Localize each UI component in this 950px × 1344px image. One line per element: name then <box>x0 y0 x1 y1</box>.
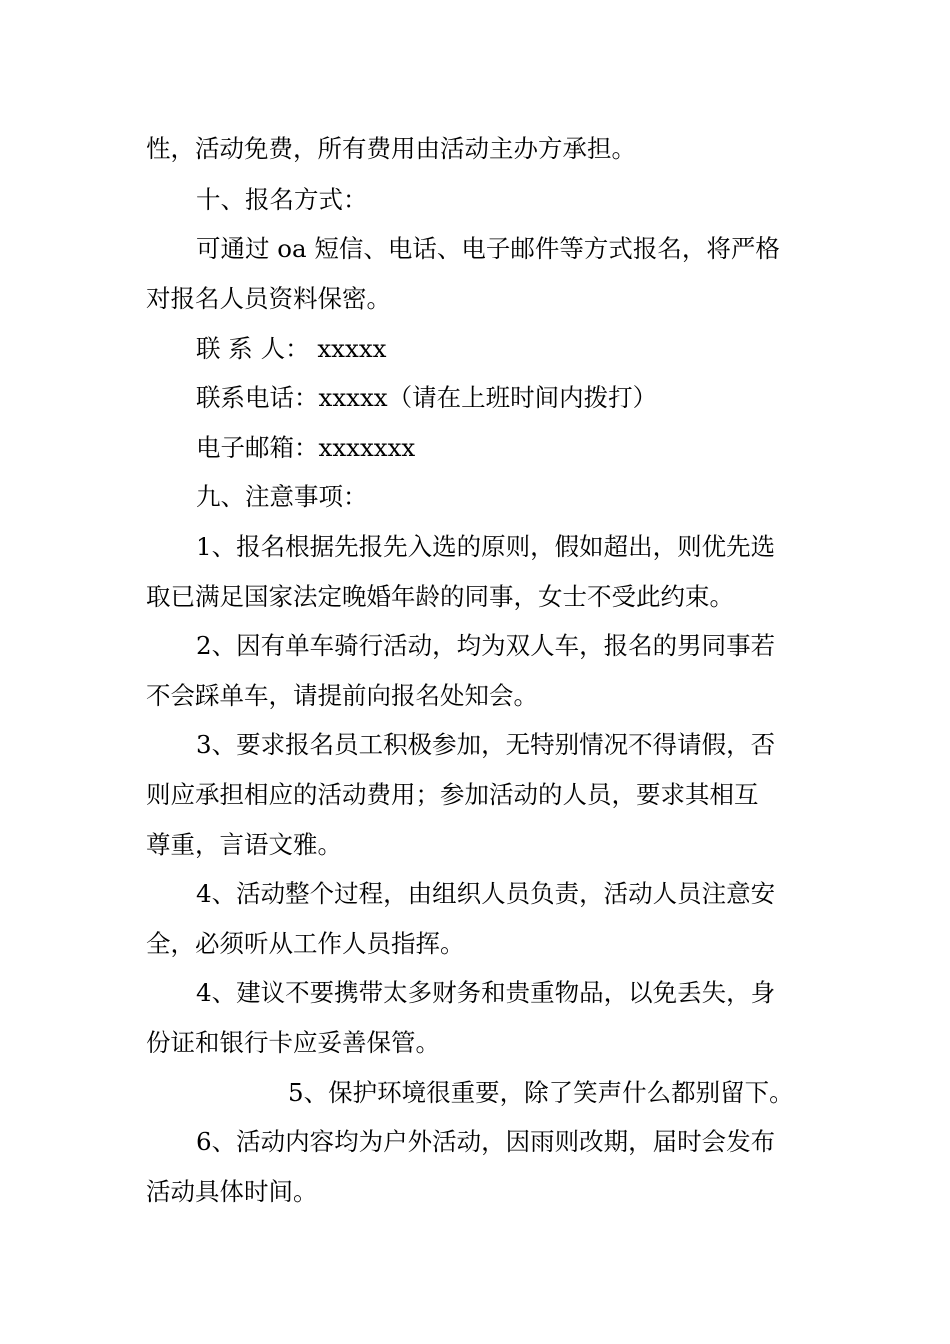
text-line-9: 1、报名根据先报先入选的原则，假如超出，则优先选 <box>196 532 776 561</box>
text-line-20: 5、保护环境很重要，除了笑声什么都别留下。 <box>288 1078 794 1107</box>
text-line-5: 联 系 人： xxxxx <box>196 334 387 363</box>
text-line-2: 十、报名方式： <box>196 185 368 214</box>
text-line-14: 则应承担相应的活动费用；参加活动的人员，要求其相互 <box>146 780 759 809</box>
text-line-13: 3、要求报名员工积极参加，无特别情况不得请假，否 <box>196 730 776 759</box>
text-line-8: 九、注意事项： <box>196 482 368 511</box>
text-line-19: 份证和银行卡应妥善保管。 <box>146 1028 440 1057</box>
text-line-6: 联系电话：xxxxx（请在上班时间内拨打） <box>196 383 658 412</box>
text-line-17: 全，必须听从工作人员指挥。 <box>146 929 465 958</box>
text-line-7: 电子邮箱：xxxxxxx <box>196 433 416 462</box>
text-line-22: 活动具体时间。 <box>146 1177 318 1206</box>
text-line-21: 6、活动内容均为户外活动，因雨则改期，届时会发布 <box>196 1127 776 1156</box>
text-line-11: 2、因有单车骑行活动，均为双人车，报名的男同事若 <box>196 631 776 660</box>
text-line-16: 4、活动整个过程，由组织人员负责，活动人员注意安 <box>196 879 776 908</box>
text-line-15: 尊重，言语文雅。 <box>146 830 342 859</box>
text-line-12: 不会踩单车，请提前向报名处知会。 <box>146 681 538 710</box>
text-line-3: 可通过 oa 短信、电话、电子邮件等方式报名，将严格 <box>196 234 780 263</box>
text-line-4: 对报名人员资料保密。 <box>146 284 391 313</box>
text-line-1: 性，活动免费，所有费用由活动主办方承担。 <box>146 134 636 163</box>
text-line-10: 取已满足国家法定晚婚年龄的同事，女士不受此约束。 <box>146 582 734 611</box>
text-line-18: 4、建议不要携带太多财务和贵重物品，以免丢失，身 <box>196 978 776 1007</box>
